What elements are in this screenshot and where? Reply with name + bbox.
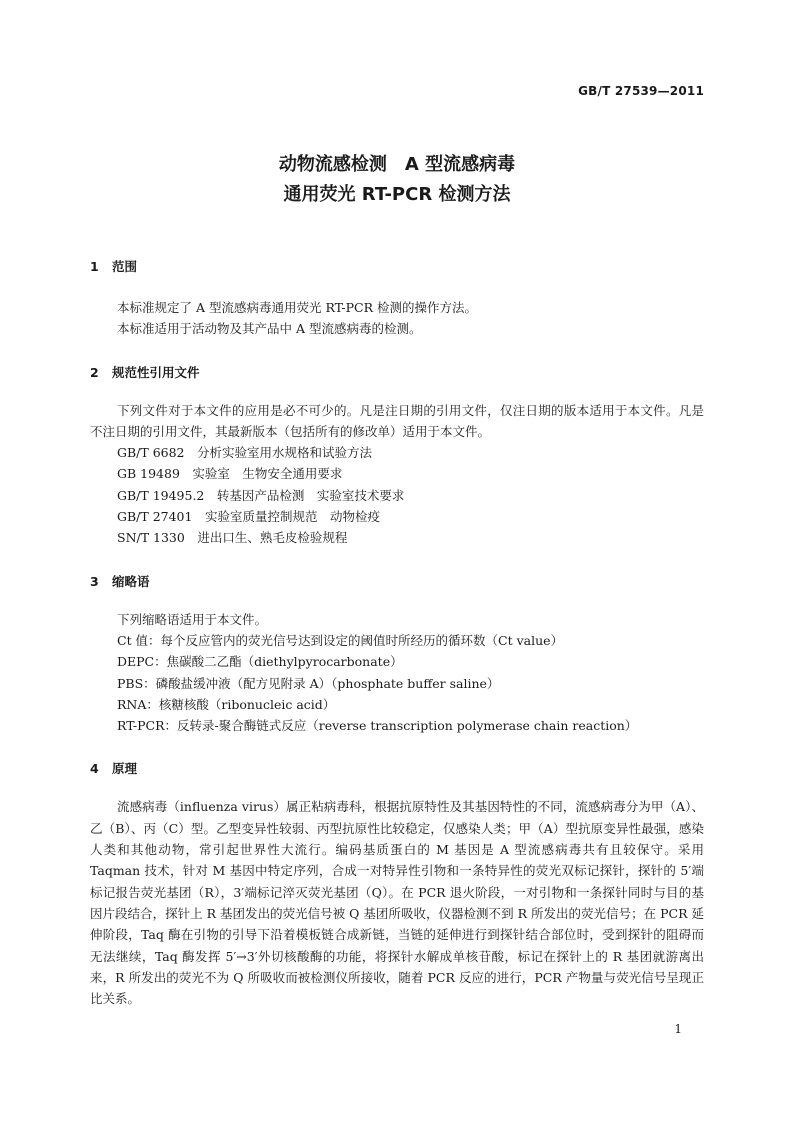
reference-item: GB/T 27401 实验室质量控制规范 动物检疫 <box>117 509 380 525</box>
reference-item: SN/T 1330 进出口生、熟毛皮检验规程 <box>117 530 348 546</box>
section-number: 2 <box>90 364 99 380</box>
page-number: 1 <box>674 1022 682 1036</box>
abbreviation-item: RT-PCR：反转录-聚合酶链式反应（reverse transcription polymerase chain reaction） <box>117 718 638 734</box>
document-body <box>90 256 704 1009</box>
section-heading-principle <box>90 758 704 780</box>
title-line-1: 动物流感检测 A 型流感病毒 <box>278 154 516 175</box>
paragraph: 本标准规定了 A 型流感病毒通用荧光 RT-PCR 检测的操作方法。 <box>117 300 477 315</box>
abbreviation-item: Ct 值：每个反应管内的荧光信号达到设定的阈值时所经历的循环数（Ct value） <box>117 632 564 648</box>
paragraph: 本标准适用于活动物及其产品中 A 型流感病毒的检测。 <box>117 321 422 337</box>
paragraph: 流感病毒（influenza virus）属正粘病毒科，根据抗原特性及其基因特性的不同，流感病毒分为甲（A）、乙（B）、丙（C）型。乙型变异性较弱、丙型抗原性比较稳定，仅感染人类；甲（A）型抗原变异性最强，感染人类和其他动物，常引起世界性大流行。编码基质蛋白的 M 基因是 A 型流感病毒共有且较保守。采用 Taqman 技术，针对 M 基因中特定序列，合成一对特异性引物和一条特异性的荧光双标记探针，探针的 5′端标记报告荧光基团（R），3′端标记淬灭荧光基团（Q）。在 PCR 退火阶段，一对引物和一条探针同时与目的基因片段结合，探针上 R 基团发出的荧光信号被 Q 基团所吸收，仪器检测不到 R 所发出的荧光信号；在 PCR 延伸阶段，Taq 酶在引物的引导下沿着模板链合成新链，当链的延伸进行到探针结合部位时，受到探针的阻碍而无法继续，Taq 酶发挥 5′→3′外切核酸酶的功能，将探针水解成单核苷酸，标记在探针上的 R 基团就游离出来，R 所发出的荧光不为 Q 所吸收而被检测仪所接收，随着 PCR 反应的进行，PCR 产物量与荧光信号呈现正比关系。 <box>90 799 704 1007</box>
section-heading-abbreviations <box>90 571 704 593</box>
reference-item: GB/T 6682 分析实验室用水规格和试验方法 <box>117 445 373 461</box>
title-line-2: 通用荧光 RT-PCR 检测方法 <box>283 184 511 205</box>
paragraph: 下列文件对于本文件的应用是必不可少的。凡是注日期的引用文件，仅注日期的版本适用于本文件。凡是不注日期的引用文件，其最新版本（包括所有的修改单）适用于本文件。 <box>90 402 704 439</box>
section-number: 1 <box>90 259 99 274</box>
abbreviation-item: RNA：核糖核酸（ribonucleic acid） <box>117 696 336 712</box>
section-title: 规范性引用文件 <box>112 364 200 380</box>
paragraph: 下列缩略语适用于本文件。 <box>117 611 268 627</box>
section-title: 原理 <box>112 761 138 777</box>
document-title <box>0 150 794 210</box>
section-heading-scope <box>90 256 704 278</box>
section-number: 4 <box>90 761 99 777</box>
reference-item: GB 19489 实验室 生物安全通用要求 <box>117 466 343 482</box>
section-title: 范围 <box>112 259 138 274</box>
abbreviation-item: DEPC：焦碳酸二乙酯（diethylpyrocarbonate） <box>117 654 403 670</box>
section-title: 缩略语 <box>112 573 150 589</box>
section-heading-normative-references <box>90 362 704 384</box>
section-number: 3 <box>90 573 99 589</box>
reference-item: GB/T 19495.2 转基因产品检测 实验室技术要求 <box>117 487 405 503</box>
abbreviation-item: PBS：磷酸盐缓冲液（配方见附录 A）（phosphate buffer saline） <box>117 675 500 691</box>
standard-number: GB/T 27539—2011 <box>578 84 704 98</box>
